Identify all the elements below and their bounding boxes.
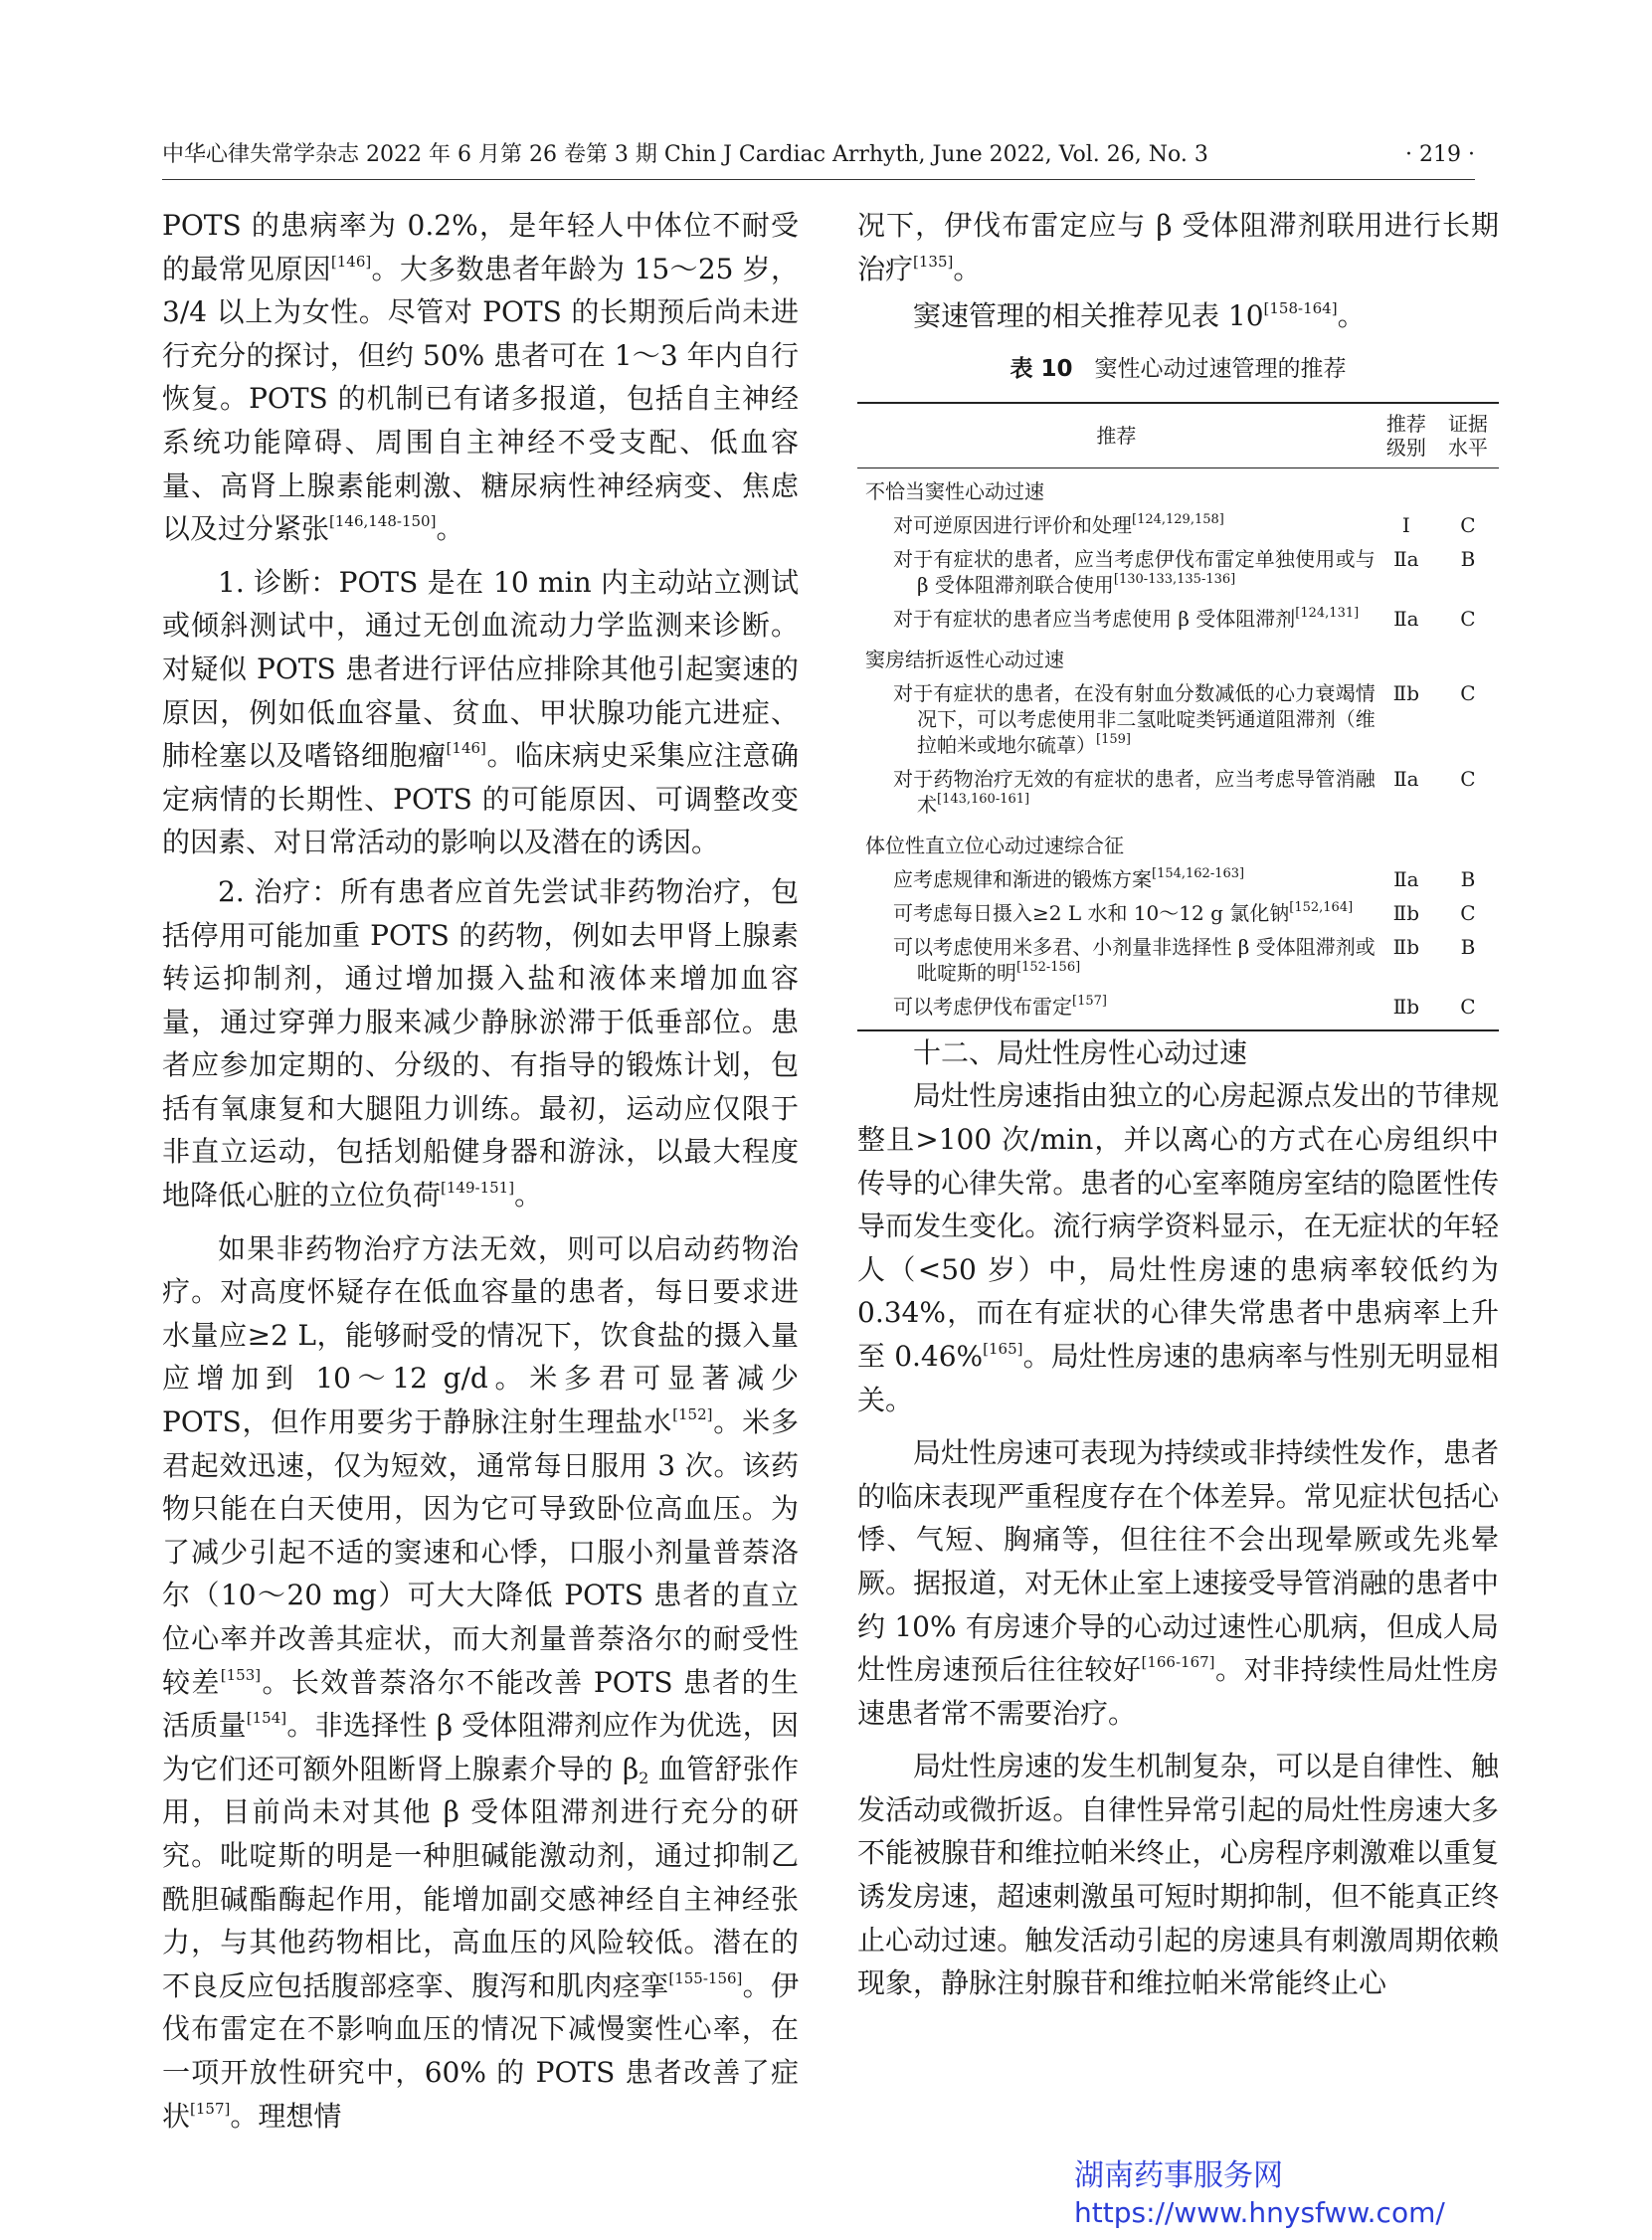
section-heading: 十二、局灶性房性心动过速 — [913, 1035, 1248, 1069]
table-category-row: 窦房结折返性心动过速 — [865, 647, 1064, 671]
table-category-row: 不恰当窦性心动过速 — [865, 478, 1044, 503]
paragraph-table-ref: 窦速管理的相关推荐见表 10[158-164]。 — [913, 299, 1366, 333]
paragraph-treatment: 2. 治疗：所有患者应首先尝试非药物治疗，包括停用可能加重 POTS 的药物，例如去甲肾上腺素转运抑制剂，通过增加摄入盐和液体来增加血容量，通过穿弹力服来减少静脉淤滞于低垂部位。患者应参加定期的、分级的、有指导的锻炼计划，包括有氧康复和大腿阻力训练。最初，运动应仅限于非直立运动，包括划船健身器和游泳，以最大程度地降低心脏的立位负荷[149-151]。 — [162, 874, 799, 1213]
header-evidence: 证据 水平 — [1447, 411, 1488, 460]
paragraph: 况下，伊伐布雷定应与 β 受体阻滞剂联用进行长期治疗[135]。 — [857, 209, 1499, 285]
paragraph-diagnosis: 1. 诊断：POTS 是在 10 min 内主动站立测试或倾斜测试中，通过无创血流动力学监测来诊断。对疑似 POTS 患者进行评估应排除其他引起窦速的原因，例如低血容量、贫血、甲状腺功能亢进症、肺栓塞以及嗜铬细胞瘤[146]。临床病史采集应注意确定病情的长期性、POTS 的可能原因、可调整改变的因素、对日常活动的影响以及潜在的诱因。 — [162, 565, 799, 859]
paragraph: 局灶性房速可表现为持续或非持续性发作，患者的临床表现严重程度存在个体差异。常见症状包括心悸、气短、胸痛等，但往往不会出现晕厥或先兆晕厥。据报道，对无休止室上速接受导管消融的患者中约 10% 有房速介导的心动过速性心肌病，但成人局灶性房速预后往往较好[166-167]。对非持续性局灶性房速患者常不需要治疗。 — [857, 1436, 1499, 1730]
running-header — [162, 137, 1475, 173]
table-row: 对于有症状的患者，应当考虑伊伐布雷定单独使用或与 β 受体阻滞剂联合使用[130-133,135-136] Ⅱa B — [893, 546, 1476, 597]
paragraph: 局灶性房速的发生机制复杂，可以是自律性、触发活动或微折返。自律性异常引起的局灶性房速大多不能被腺苷和维拉帕米终止，心房程序刺激难以重复诱发房速，超速刺激虽可短时期抑制，但不能真正终止心动过速。触发活动引起的房速具有刺激周期依赖现象，静脉注射腺苷和维拉帕米常能终止心 — [857, 1750, 1499, 2000]
right-column — [857, 204, 1499, 2005]
paragraph-drug-therapy: 如果非药物治疗方法无效，则可以启动药物治疗。对高度怀疑存在低血容量的患者，每日要求进水量应≥2 L，能够耐受的情况下，饮食盐的摄入量应增加到 10～12 g/d。米多君可显著减少 POTS，但作用要劣于静脉注射生理盐水[152]。米多君起效迅速，仅为短效，通常每日服用 3 次。该药物只能在白天使用，因为它可导致卧位高血压。为了减少引起不适的窦速和心悸，口服小剂量普萘洛尔（10～20 mg）可大大降低 POTS 患者的直立位心率并改善其症状，而大剂量普萘洛尔的耐受性较差[153]。长效普萘洛尔不能改善 POTS 患者的生活质量[154]。非选择性 β 受体阻滞剂应作为优选，因为它们还可额外阻断肾上腺素介导的 $\beta_2$ 血管舒张作用，目前尚未对其他 β 受体阻滞剂进行充分的研究。吡啶斯的明是一种胆碱能激动剂，通过抑制乙酰胆碱酯酶起作用，能增加副交感神经自主神经张力，与其他药物相比，高血压的风险较低。潜在的不良反应包括腹部痉挛、腹泻和肌肉痉挛[155-156]。伊伐布雷定在不影响血压的情况下减慢窦性心率，在一项开放性研究中，60% 的 POTS 患者改善了症状[157]。理想情 — [162, 1231, 800, 2133]
page-number: · 219 · — [1405, 142, 1475, 167]
table-row: 应考虑规律和渐进的锻炼方案[154,162-163] Ⅱa B — [893, 865, 1476, 891]
table-row: 对可逆原因进行评价和处理[124,129,158] Ⅰ C — [893, 511, 1476, 537]
table-row: 可以考虑伊伐布雷定[157] Ⅱb C — [857, 991, 1499, 1030]
watermark-name: 湖南药事服务网 — [1074, 2158, 1283, 2193]
table-row: 对于有症状的患者应当考虑使用 β 受体阻滞剂[124,131] Ⅱa C — [893, 605, 1476, 631]
table-category-row: 体位性直立位心动过速综合征 — [865, 833, 1124, 857]
watermark-url[interactable]: https://www.hnysfww.com/ — [1074, 2196, 1445, 2229]
header-rule — [162, 179, 1475, 180]
header-recommendation: 推荐 — [1096, 423, 1137, 448]
table-caption — [857, 352, 1499, 386]
table-row: 对于有症状的患者，在没有射血分数减低的心力衰竭情况下，可以考虑使用非二氢吡啶类钙通道阻滞剂（维拉帕米或地尔硫䓬）[159] Ⅱb C — [893, 680, 1476, 757]
table-number: 表 10 — [1010, 355, 1073, 382]
table-row: 可以考虑使用米多君、小剂量非选择性 β 受体阻滞剂或吡啶斯的明[152-156] Ⅱb B — [893, 934, 1476, 985]
recommendation-table — [857, 402, 1499, 1031]
table-row: 可考虑每日摄入≥2 L 水和 10～12 g 氯化钠[152,164] Ⅱb C — [893, 899, 1476, 925]
table-header-row — [857, 403, 1499, 468]
watermark — [1074, 2156, 1492, 2230]
journal-citation: 中华心律失常学杂志 2022 年 6 月第 26 卷第 3 期 Chin J Cardiac Arrhyth, June 2022, Vol. 26, No. 3 — [162, 142, 1208, 167]
table-title: 窦性心动过速管理的推荐 — [1094, 355, 1347, 382]
left-column — [162, 204, 799, 2138]
table-row: 对于药物治疗无效的有症状的患者，应当考虑导管消融术[143,160-161] Ⅱa C — [893, 766, 1476, 817]
paragraph: POTS 的患病率为 0.2%，是年轻人中体位不耐受的最常见原因[146]。大多数患者年龄为 15～25 岁，3/4 以上为女性。尽管对 POTS 的长期预后尚未进行充分的探讨，但约 50% 患者可在 1～3 年内自行恢复。POTS 的机制已有诸多报道，包括自主神经系统功能障碍、周围自主神经不受支配、低血容量、高肾上腺素能刺激、糖尿病性神经病变、焦虑以及过分紧张[146,148-150]。 — [162, 209, 799, 546]
header-level: 推荐 级别 — [1385, 411, 1426, 460]
paragraph: 局灶性房速指由独立的心房起源点发出的节律规整且>100 次/min，并以离心的方式在心房组织中传导的心律失常。患者的心室率随房室结的隐匿性传导而发生变化。流行病学资料显示，在无症状的年轻人（<50 岁）中，局灶性房速的患病率较低约为 0.34%，而在有症状的心律失常患者中患病率上升至 0.46%[165]。局灶性房速的患病率与性别无明显相关。 — [857, 1079, 1499, 1416]
